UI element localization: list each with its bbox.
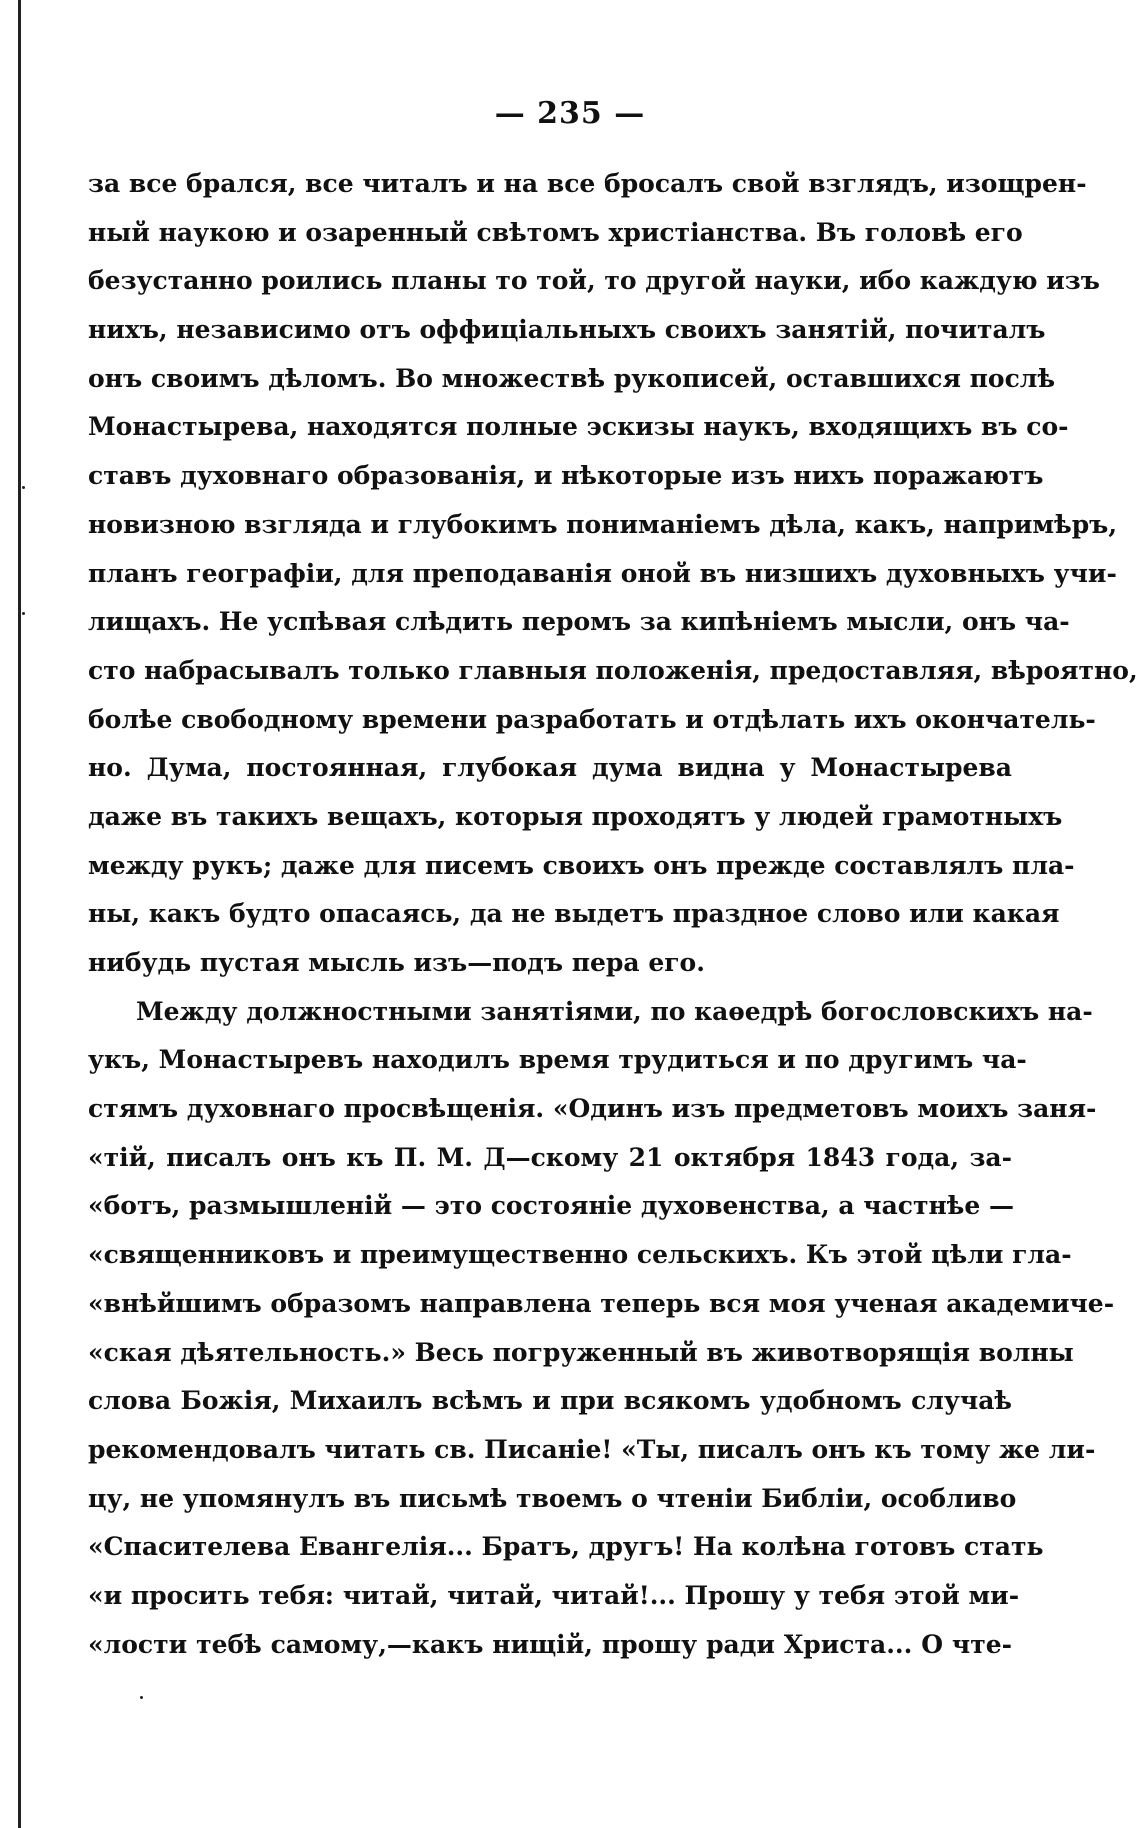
- text-line: планъ географіи, для преподаванія оной въ низшихъ духовныхъ учи-: [88, 558, 1117, 588]
- text-line: новизною взгляда и глубокимъ пониманіемъ дѣла, какъ, напримѣръ,: [88, 509, 1118, 539]
- text-line: лищахъ. Не успѣвая слѣдить перомъ за кипѣніемъ мысли, онъ ча-: [88, 607, 1070, 637]
- text-line: между рукъ; даже для писемъ своихъ онъ прежде составлялъ пла-: [88, 850, 1075, 880]
- text-line: нибудь пустая мысль изъ—подъ пера его.: [88, 948, 705, 977]
- text-line: даже въ такихъ вещахъ, которыя проходятъ у людей грамотныхъ: [88, 801, 1063, 831]
- text-line: ставъ духовнаго образованія, и нѣкоторые изъ нихъ поражаютъ: [88, 461, 1044, 491]
- text-line: «ботъ, размышленій — это состояніе духовенства, а частнѣе —: [88, 1191, 1014, 1221]
- text-line: безустанно роились планы то той, то другой науки, ибо каждую изъ: [88, 266, 1100, 296]
- text-line: нихъ, независимо отъ оффиціальныхъ своихъ занятій, почиталъ: [88, 315, 1046, 345]
- text-line: «тій, писалъ онъ къ П. М. Д—скому 21 октября 1843 года, за-: [88, 1142, 1012, 1172]
- text-line: «лости тебѣ самому,—какъ нищій, прошу ради Христа... О чте-: [88, 1629, 1012, 1659]
- text-line: «священниковъ и преимущественно сельскихъ. Къ этой цѣли гла-: [88, 1240, 1072, 1270]
- scan-speck: [22, 486, 25, 489]
- text-line: онъ своимъ дѣломъ. Во множествѣ рукописей, оставшихся послѣ: [88, 363, 1056, 393]
- body-text: [88, 160, 1138, 1669]
- text-line: Между должностными занятіями, по каѳедрѣ богословскихъ на-: [136, 996, 1093, 1026]
- text-line: «внѣйшимъ образомъ направлена теперь вся моя ученая академиче-: [88, 1288, 1115, 1318]
- text-line: слова Божія, Михаилъ всѣмъ и при всякомъ удобномъ случаѣ: [88, 1386, 1012, 1416]
- text-line: «ская дѣятельность.» Весь погруженный въ животворящія волны: [88, 1337, 1074, 1367]
- text-line: рекомендовалъ читать св. Писаніе! «Ты, писалъ онъ къ тому же ли-: [88, 1434, 1096, 1464]
- text-line: «и просить тебя: читай, читай, читай!... Прошу у тебя этой ми-: [88, 1580, 1020, 1610]
- scan-speck: [140, 1696, 143, 1699]
- text-line: но. Дума, постоянная, глубокая дума видна у Монастырева: [88, 753, 1012, 783]
- text-line: ный наукою и озаренный свѣтомъ христіанства. Въ головѣ его: [88, 217, 1023, 247]
- text-line: укъ, Монастыревъ находилъ время трудиться и по другимъ ча-: [88, 1045, 1027, 1075]
- text-line: «Спасителева Евангелія... Братъ, другъ! На колѣна готовъ стать: [88, 1532, 1044, 1562]
- text-line: болѣе свободному времени разработать и отдѣлать ихъ окончатель-: [88, 704, 1096, 734]
- text-line: сто набрасывалъ только главныя положенія, предоставляя, вѣроятно,: [88, 655, 1138, 685]
- page-binding-edge: [18, 0, 21, 1828]
- text-line: за все брался, все читалъ и на все бросалъ свой взглядъ, изощрен-: [88, 169, 1087, 198]
- text-line: стямъ духовнаго просвѣщенія. «Одинъ изъ предметовъ моихъ заня-: [88, 1094, 1097, 1124]
- text-line: ны, какъ будто опасаясь, да не выдетъ праздное слово или какая: [88, 899, 1060, 929]
- text-line: цу, не упомянулъ въ письмѣ твоемъ о чтеніи Библіи, особливо: [88, 1483, 1017, 1513]
- text-line: Монастырева, находятся полные эскизы наукъ, входящихъ въ со-: [88, 412, 1069, 442]
- page-number: — 235 —: [494, 96, 646, 131]
- scan-speck: [22, 612, 25, 615]
